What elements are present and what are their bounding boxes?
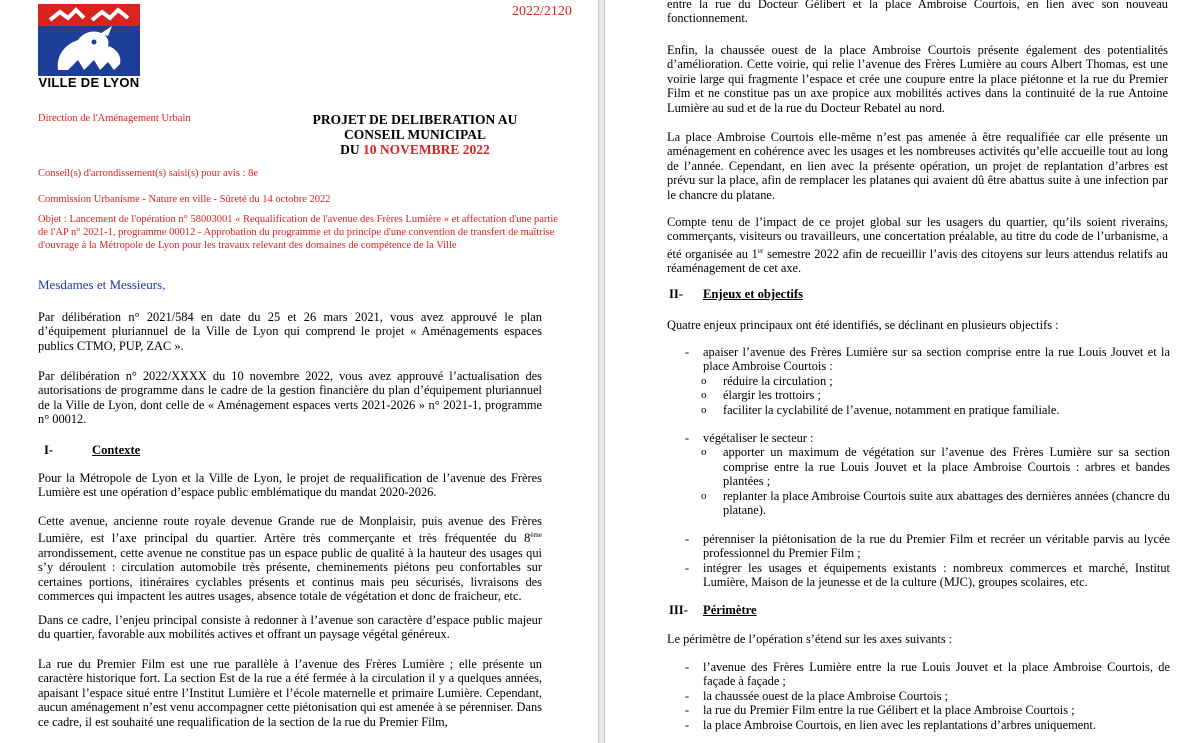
axes-list	[685, 660, 1170, 732]
paragraph-contexte-4: La rue du Premier Film est une rue parallèle à l’avenue des Frères Lumière ; elle présente un caractère historique fort. La section Est de la rue a été fermée à la circulation il y a quelques années, apaisant l’espace situé entre l’Institut Lumière et l’école maternelle et primaire Lumière. Cependant, aucun aménagement n’est venu accompagner cette piétonisation qui est amenée à se pérenniser. Dans ce cadre, il est souhaité une requalification de la section de la rue du Premier Film,	[38, 657, 542, 729]
section-number: III-	[669, 603, 688, 617]
list-item	[685, 532, 1170, 561]
title-line-2: CONSEIL MUNICIPAL	[344, 127, 486, 142]
section-number: II-	[669, 287, 683, 301]
paragraph-place-courtois: La place Ambroise Courtois elle-même n’est pas amenée à être requalifiée car elle présente un aménagement en cohérence avec les usages et les nombreuses activités qu’elle accueille tout au long de l’année. Cependant, en lien avec la présente opération, un projet de replantation d’arbres est prévu sur la place, afin de remplacer les platanes qui avaient dû être abattus suite à une infection par le chancre du platane.	[667, 130, 1168, 202]
reference-number: 2022/2120	[512, 4, 572, 19]
salutation: Mesdames et Messieurs,	[38, 277, 166, 292]
list-item: o apporter un maximum de végétation sur l’avenue des Frères Lumière sur sa section comprise entre la rue Louis Jouvet et la place Ambroise Courtois : arbres et bandes plantées ;	[685, 445, 1170, 488]
section-heading-perimetre	[669, 603, 757, 618]
p4-text-b: arrondissement, cette avenue ne constitue pas un espace public de qualité à la hauteur des usages qui s’y déroulent : circulation automobile très présente, cheminements piétons peu confortables sur certaines portions, itinéraires cyclables présents et continus mais peu sécurisés, livraisons des commerces qui impactent les autres usages, absence totale de végétation et donc de fraicheur, etc.	[38, 545, 542, 604]
list-item: - la chaussée ouest de la place Ambroise Courtois ;	[685, 689, 1170, 703]
list-item: o faciliter la cyclabilité de l’avenue, notamment en pratique familiale.	[685, 403, 1170, 417]
section-heading-enjeux	[669, 287, 803, 302]
logo-text: VILLE DE LYON	[38, 75, 140, 90]
paragraph-contexte-3: Dans ce cadre, l’enjeu principal consiste à redonner à l’avenue son caractère d’espace public majeur du quartier, favorable aux mobilités actives et offrant un paysage végétal généreux.	[38, 613, 542, 642]
enjeu-4-text: intégrer les usages et équipements existants : nombreux commerces et marché, Institut Lumière, Maison de la jeunesse et de la culture (MJC), groupes scolaires, etc.	[703, 560, 1170, 590]
title-line-1: PROJET DE DELIBERATION AU	[312, 112, 518, 127]
paragraph-concertation	[667, 215, 1168, 276]
objet-block	[38, 213, 558, 252]
enjeu-list-1	[685, 345, 1170, 417]
objet-label: Objet :	[38, 214, 67, 225]
enjeu-list-3	[685, 532, 1170, 590]
list-item: o élargir les trottoirs ;	[685, 388, 1170, 402]
p3-text-a: Compte tenu de l’impact de ce projet global sur les usagers du quartier, qu’ils soient riverains, commerçants, visiteurs ou travailleurs, une concertation préalable, au titre du code de l’urbanisme, a été organisée au 1	[667, 215, 1168, 261]
sub-list	[685, 445, 1170, 517]
objet-text: Lancement de l'opération n° 58003001 « Requalification de l'avenue des Frères Lumière » et affectation d'une partie de l'AP n° 2021-1, programme 00012 - Approbation du programme et du principe d'une convention de transfert de maîtrise d'ouvrage à la Métropole de Lyon pour les travaux relevant des domaines de compétence de la Ville	[38, 214, 558, 251]
paragraph-contexte-1: Pour la Métropole de Lyon et la Ville de Lyon, le projet de requalification de l’avenue des Frères Lumière est une opération d’espace public emblématique du mandat 2020-2026.	[38, 471, 542, 500]
p4-superscript: ème	[530, 531, 542, 540]
section-label: Périmètre	[703, 603, 757, 617]
enjeu-list-2	[685, 431, 1170, 517]
left-page	[0, 0, 598, 743]
paragraph-deliberation-2022: Par délibération n° 2022/XXXX du 10 novembre 2022, vous avez approuvé l’actualisation des autorisations de programme dans le cadre de la gestion financière du plan d’équipement pluriannuel de la Ville de Lyon, dont celle de « Aménagement espaces verts 2021-2026 » n° 2021-1, programme n° 00012.	[38, 369, 542, 427]
list-item: o réduire la circulation ;	[685, 374, 1170, 388]
enjeu-3-text: pérenniser la piétonisation de la rue du Premier Film et recréer un véritable parvis au lycée professionnel du Premier Film ;	[703, 532, 1170, 561]
page-divider	[598, 0, 605, 743]
p3-text-b: semestre 2022 afin de recueillir l’avis des citoyens sur leurs attendus relatifs au réaménagement de cet axe.	[667, 246, 1168, 276]
paragraph-deliberation-2021: Par délibération n° 2021/584 en date du 25 et 26 mars 2021, vous avez approuvé le plan d’équipement pluriannuel de la Ville de Lyon qui comprend le projet « Aménagements espaces publics CTMO, PUP, ZAC ».	[38, 310, 542, 353]
direction-label: Direction de l'Aménagement Urbain	[38, 113, 191, 124]
paragraph-chaussee-ouest: Enfin, la chaussée ouest de la place Ambroise Courtois présente également des potentialités d’amélioration. Cette voirie, qui relie l’avenue des Frères Lumière au cours Albert Thomas, est une voirie large qui fragmente l’espace et crée une coupure entre la place piétonne et la rue du Premier Film et ne constitue pas un axe propice aux mobilités actives dans la continuité de la rue Antoine Lumière au sud et de la rue du Docteur Rebatel au nord.	[667, 43, 1168, 115]
list-item: - la place Ambroise Courtois, en lien avec les replantations d’arbres uniquement.	[685, 718, 1170, 732]
sub-list	[685, 374, 1170, 417]
enjeu-2-text: végétaliser le secteur :	[703, 431, 814, 445]
enjeu-1-text: apaiser l’avenue des Frères Lumière sur sa section comprise entre la rue Louis Jouvet et la place Ambroise Courtois :	[703, 345, 1170, 374]
lion-crest-icon	[38, 4, 140, 76]
paragraph-enjeux-intro: Quatre enjeux principaux ont été identifiés, se déclinant en plusieurs objectifs :	[667, 318, 1059, 332]
paragraph-contexte-2	[38, 514, 542, 604]
section-heading-contexte	[44, 443, 140, 458]
p3-superscript: er	[757, 246, 764, 255]
conseil-arrondissement: Conseil(s) d'arrondissement(s) saisi(s) pour avis : 8e	[38, 168, 259, 179]
document-title	[300, 112, 530, 157]
list-item: - l’avenue des Frères Lumière entre la rue Louis Jouvet et la place Ambroise Courtois, de façade à façade ;	[685, 660, 1170, 689]
list-item	[685, 431, 1170, 445]
p4-text-a: Cette avenue, ancienne route royale devenue Grande rue de Monplaisir, puis avenue des Frères Lumière, est l’axe principal du quartier. Artère très commerçante et très fréquentée du 8	[38, 514, 542, 546]
right-page	[605, 0, 1200, 743]
list-item	[685, 345, 1170, 374]
title-date: 10 NOVEMBRE 2022	[363, 142, 490, 157]
list-item: o replanter la place Ambroise Courtois suite aux abattages des dernières années (chancre du platane).	[685, 489, 1170, 518]
paragraph-continued: entre la rue du Docteur Gélibert et la place Ambroise Courtois, en lien avec son nouveau fonctionnement.	[667, 0, 1168, 26]
section-number: I-	[44, 443, 54, 457]
paragraph-perimetre-intro: Le périmètre de l’opération s’étend sur les axes suivants :	[667, 632, 953, 646]
title-line-3	[300, 142, 530, 157]
section-label: Enjeux et objectifs	[703, 287, 804, 301]
list-item: - la rue du Premier Film entre la rue Gélibert et la place Ambroise Courtois ;	[685, 703, 1170, 717]
section-label: Contexte	[92, 443, 141, 457]
list-item	[685, 561, 1170, 590]
commission-label: Commission Urbanisme - Nature en ville - Sûreté du 14 octobre 2022	[38, 194, 331, 205]
title-date-prefix: DU	[340, 142, 364, 157]
